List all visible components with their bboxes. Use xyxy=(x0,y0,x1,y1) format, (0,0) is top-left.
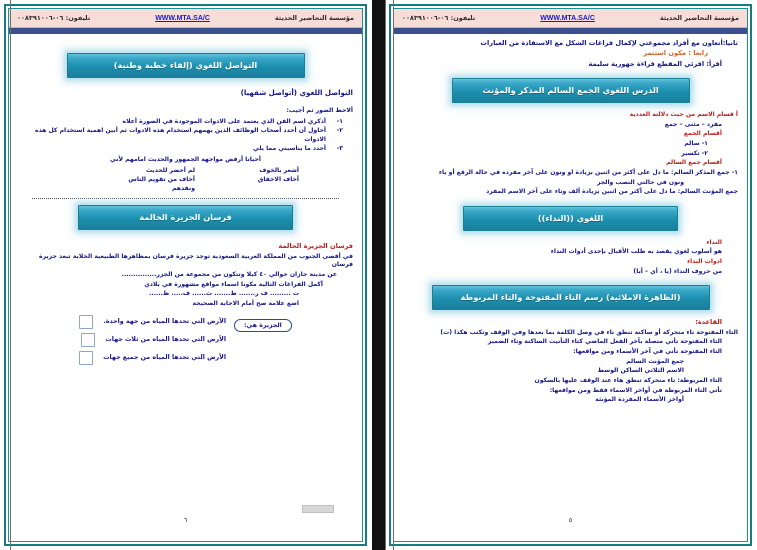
intro-line-1: ثانيا:أتعاون مع أفراد مجموعتي لإكمال فراغات الشكل مع الاستفادة من العبارات xyxy=(480,39,738,47)
checkbox-icon[interactable] xyxy=(81,333,95,347)
answer-area xyxy=(18,315,353,365)
page-left-body xyxy=(394,34,747,541)
right-subtitle: التواصل اللغوي (أتواصل شفهيا) xyxy=(240,88,353,97)
checkbox-icon[interactable] xyxy=(79,315,93,329)
dotted-separator xyxy=(32,198,339,199)
s2-line-0: النداء xyxy=(706,238,722,246)
page-right-frame xyxy=(4,4,367,546)
page-gap-rule-right xyxy=(393,0,394,550)
answer-pill-label: الجزيرة هي: xyxy=(234,319,292,332)
banner-lesson-3[interactable]: (الظاهرة الاملائية) رسم التاء المفتوحة والتاء المربوطة xyxy=(432,285,710,310)
answer-option-label: الأرض التي تحدها المياه من جميع جهات xyxy=(103,354,227,362)
island-paragraph-2: أكمل الفراغات التالية مكونا اسماء مواقع مشهورة في بلادي xyxy=(144,280,323,288)
banner-island-wrap xyxy=(18,205,353,230)
intro-line-3: أقرأ: اقرئي المقطع قراءة جهورية سليمة xyxy=(588,59,722,68)
list-item-label: أحاول أن أحدد أصحاب الوظائف الذين يهمهم استخدام هذه الادوات ثم أبين اهمية استخدام كل هذه الادوات xyxy=(35,126,326,143)
choice-cell: لم أحضر للحديث xyxy=(145,166,195,174)
list-item-label: أذكري اسم الفن الذي يعتمد على الادوات الموجودة في الصورة أعلاه xyxy=(122,117,326,125)
s3-line-7: تأتي التاء المربوطة في أواخر الاسماء فقط ومن مواقعها: xyxy=(549,386,722,394)
s3-line-1: التاء المفتوحة تاء متحركة أو ساكنة تنطق تاء في وصل الكلمة بما بعدها وفي الوقف وتكتب هكذا (ت) xyxy=(440,328,738,336)
s2-line-1: هو أسلوب لغوي يقصد به طلب الأقبال بإحدى أدوات النداء xyxy=(550,248,722,256)
s3-line-5: الاسم الثلاثي الساكن الوسط xyxy=(597,367,684,375)
banner-communication[interactable]: التواصل اللغوي (إلقاء خطبة وطنية) xyxy=(67,53,305,78)
banner-lesson-1[interactable]: الدرس اللغوي الجمع السالم المذكر والمؤنث xyxy=(452,78,690,103)
s3-line-6: التاء المربوطة: تاء متحركة تنطق هاء عند الوقف عليها بالسكون xyxy=(534,376,722,384)
s1-line-8: جمع المؤنث السالم: ما دل على أكثر من اثنين بزيادة ألف وتاء على آخر الاسم المفرد xyxy=(486,188,738,196)
s1-line-3: ١- سالم xyxy=(684,140,708,147)
answer-option-label: الأرض التي تحدها المياه من ثلاث جهات xyxy=(105,336,227,344)
answer-option-1[interactable] xyxy=(79,315,226,329)
s1-line-4: ٢- تكسير xyxy=(681,149,708,157)
banner-lesson-2-wrap xyxy=(403,206,738,231)
s3-line-0: القاعدة: xyxy=(695,318,722,327)
list-item xyxy=(18,144,343,153)
page-left-number: ٥ xyxy=(568,516,573,524)
island-paragraph-3: ت ......... ف ر....... ظ....... ث...... ف..... ظ...... xyxy=(148,290,299,298)
s1-line-2: أقسام الجمع xyxy=(683,130,722,138)
banner-lesson-1-wrap xyxy=(403,78,738,103)
list-item xyxy=(18,126,343,144)
page-left-frame xyxy=(389,4,752,546)
page-artifact xyxy=(302,505,334,513)
s1-line-1: مفرد – مثنى – جمع xyxy=(664,120,722,128)
banner-lesson-3-wrap xyxy=(403,285,738,310)
choice-row-2 xyxy=(18,175,353,193)
banner-island[interactable]: فرسان الجزيرة الحالمة xyxy=(78,205,293,230)
header-telephone-right: تليفون: ٠٦-٠٠٨٣٩١٠٠٦ xyxy=(17,14,91,22)
intro-line-2: رابعا : مكون استثمر xyxy=(643,49,708,58)
answer-options xyxy=(79,315,226,365)
banner-communication-wrap xyxy=(18,53,353,78)
page-right-frame-inner xyxy=(8,8,363,542)
s3-line-2: التاء المفتوحة تأتي متصلة بآخر الفعل الماضي كتاء التأنيث الساكنة وتاء الضمير xyxy=(487,338,722,346)
s1-line-5: أقسام جمع السالم xyxy=(666,159,722,167)
page-left-frame-inner xyxy=(393,8,748,542)
s3-line-4: جمع المؤنث السالم xyxy=(626,357,684,365)
page-header-right xyxy=(9,9,362,28)
page-gap-rule-left xyxy=(10,0,11,550)
s2-line-3: من حروف النداء (يا ، أي – أيا) xyxy=(633,267,722,275)
page-left xyxy=(385,0,757,550)
s1-line-7: ونون في حالتي النصب والجر xyxy=(596,178,684,186)
island-paragraph-4: اضع علامة صح أمام الاجابة الصحيحة xyxy=(192,299,299,307)
list-item-label: أحدد ما يناسبني مما يلي xyxy=(253,145,326,153)
island-paragraph-1: عن مدينة جازان حوالي ٤٠ كيلا وتتكون من مجموعة من الجزر............... xyxy=(121,270,337,278)
page-right-body xyxy=(9,34,362,541)
choice-row-1 xyxy=(18,166,353,175)
choice-cell: أشعر بالخوف xyxy=(259,166,299,174)
answer-option-3[interactable] xyxy=(79,351,226,365)
header-website-link[interactable]: WWW.MTA.SA/C xyxy=(540,14,595,22)
s2-line-2: ادوات النداء xyxy=(687,258,722,266)
choice-cell: أخاف الاخفاق xyxy=(257,176,299,184)
page-right xyxy=(0,0,372,550)
list-item-number: ٢- xyxy=(336,126,343,134)
list-item-number: ١- xyxy=(336,117,343,125)
list-item xyxy=(18,117,343,126)
s3-line-8: أواخر الأسماء المفردة المؤنثة xyxy=(595,396,684,404)
s1-line-6: ١- جمع المذكر السالم: ما دل على أكثر من اثنين بزيادة او ونون على آخر مفرده في حالة الرفع أو ياء xyxy=(438,168,738,176)
right-prompt: ألاحظ الصور ثم أجيب: xyxy=(286,107,353,115)
s3-line-3: التاء المفتوحة تأتي في آخر الأسماء ومن مواقعها: xyxy=(573,348,722,356)
header-telephone: تليفون: ٠٦-٠٠٨٣٩١٠٠٦ xyxy=(402,14,476,22)
island-section-title: فرسان الجزيرة الحالمة xyxy=(278,242,353,251)
header-org-name-right: مؤسسة التحاضير الحديثة xyxy=(274,14,354,22)
header-org-name: مؤسسة التحاضير الحديثة xyxy=(659,14,739,22)
answer-option-label: الأرض التي تحدها المياه من جهة واحدة. xyxy=(103,318,227,326)
page-gap-rule-middle xyxy=(385,0,386,550)
answer-option-2[interactable] xyxy=(79,333,226,347)
page-right-number: ٦ xyxy=(183,516,188,524)
choice-cell: أخاف من تقويم الناس ونقدهم xyxy=(128,176,195,193)
numbered-question-list xyxy=(18,117,343,154)
page-header xyxy=(394,9,747,28)
checkbox-icon[interactable] xyxy=(79,351,93,365)
s1-line-0: أ قسام الاسم من حيث دلالته العددية xyxy=(629,111,738,119)
list-item-number: ٣- xyxy=(336,145,343,153)
island-paragraph-0: في أقصى الجنوب من المملكة العربية السعودية توجد جزيرة فرسان بمظاهرها الطبيعية الخلابة تبعد جزيرة فرسان xyxy=(38,252,353,269)
header-website-link-right[interactable]: WWW.MTA.SA/C xyxy=(155,14,210,22)
right-statement: أحيانا أرفض مواجهة الجمهور والحديث امامهم لأني xyxy=(110,156,261,164)
banner-lesson-2[interactable]: اللغوي ((النداء)) xyxy=(463,206,678,231)
